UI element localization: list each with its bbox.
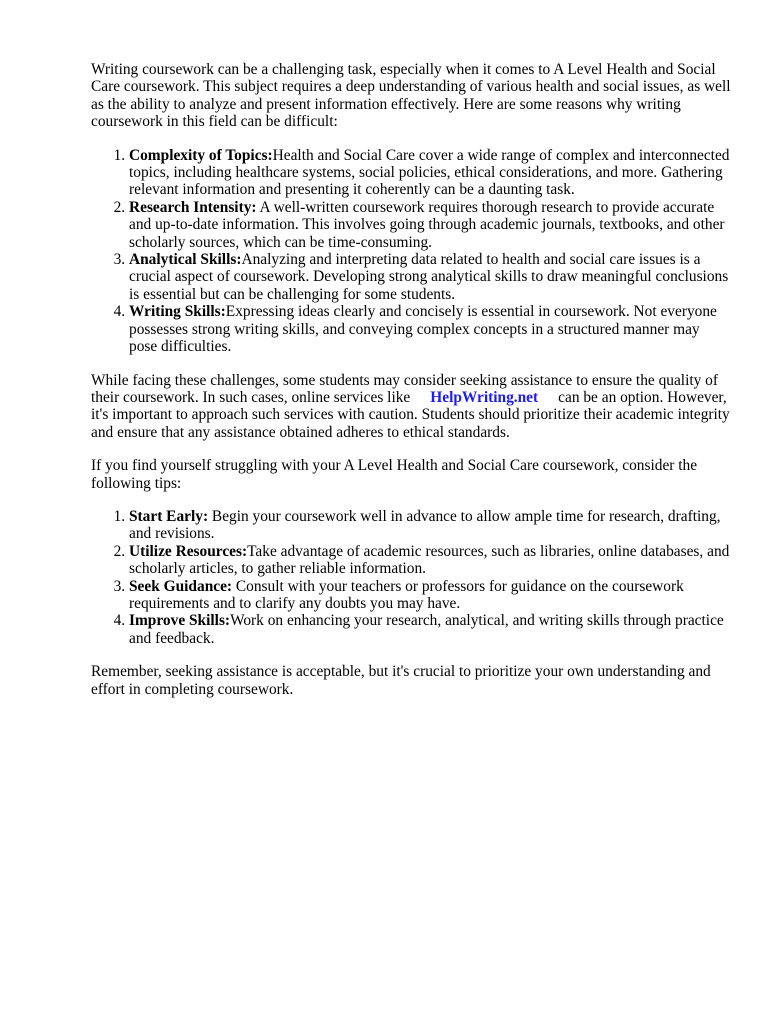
list-item-term: Utilize Resources:	[129, 542, 248, 560]
list-item-text: Work on enhancing your research, analytical, and writing skills through practice and feedback.	[129, 612, 724, 647]
list-item-term: Improve Skills:	[129, 612, 231, 630]
list-item-text: A well-written coursework requires thorough research to provide accurate and up-to-date information. This involves going through academic journals, textbooks, and other scholarly sources, which can be time-consuming.	[129, 198, 725, 251]
list-item-term: Writing Skills:	[129, 303, 226, 321]
list-item-text: Take advantage of academic resources, such as libraries, online databases, and scholarly articles, to gather reliable information.	[129, 542, 730, 578]
list-item-text: Analyzing and interpreting data related to health and social care issues is a crucial aspect of coursework. Developing strong analytical skills to draw meaningful conclusions is essential but can be challenging for some students.	[129, 251, 729, 303]
list-item-term: Complexity of Topics:	[129, 146, 273, 164]
list-item	[129, 251, 731, 303]
list-item	[129, 508, 731, 543]
list-item-text: Health and Social Care cover a wide range of complex and interconnected topics, including healthcare systems, social policies, ethical considerations, and more. Gathering relevant information and presenting it coherently can be a daunting task.	[129, 146, 730, 199]
assistance-paragraph	[91, 372, 731, 442]
list-item	[129, 543, 731, 578]
list-item-text: Expressing ideas clearly and concisely is essential in coursework. Not everyone possesses strong writing skills, and conveying complex concepts in a structured manner may pose difficulties.	[129, 303, 717, 356]
list-item	[129, 199, 731, 251]
list-item	[129, 147, 731, 199]
assistance-text-before: While facing these challenges, some students may consider seeking assistance to ensure the quality of their coursework. In such cases, online services like	[91, 371, 718, 406]
difficulties-list	[91, 147, 731, 356]
helpwriting-link[interactable]: HelpWriting.net	[430, 388, 539, 406]
list-item	[129, 612, 731, 647]
list-item-text: Begin your coursework well in advance to allow ample time for research, drafting, and revisions.	[129, 507, 721, 543]
closing-paragraph: Remember, seeking assistance is acceptable, but it's crucial to prioritize your own understanding and effort in completing coursework.	[91, 663, 711, 698]
document-body	[91, 61, 731, 698]
list-item-term: Analytical Skills:	[129, 251, 242, 269]
intro-paragraph: Writing coursework can be a challenging task, especially when it comes to A Level Health and Social Care coursework. This subject requires a deep understanding of various health and social issues, as well as the ability to analyze and present information effectively. Here are some reasons why writing coursework in this field can be difficult:	[91, 61, 731, 131]
list-item-text: Consult with your teachers or professors for guidance on the coursework requirements and to clarify any doubts you may have.	[129, 577, 684, 612]
list-item	[129, 303, 731, 355]
list-item-term: Seek Guidance:	[129, 577, 233, 595]
list-item-term: Start Early:	[129, 507, 209, 525]
tips-intro-paragraph: If you find yourself struggling with your A Level Health and Social Care coursework, consider the following tips:	[91, 457, 698, 492]
assistance-text-after: can be an option. However, it's important to approach such services with caution. Students should prioritize their academic integrity and ensure that any assistance obtained adheres to ethical standards.	[91, 388, 730, 441]
tips-list	[91, 508, 731, 647]
list-item	[129, 578, 731, 613]
list-item-term: Research Intensity:	[129, 198, 257, 216]
